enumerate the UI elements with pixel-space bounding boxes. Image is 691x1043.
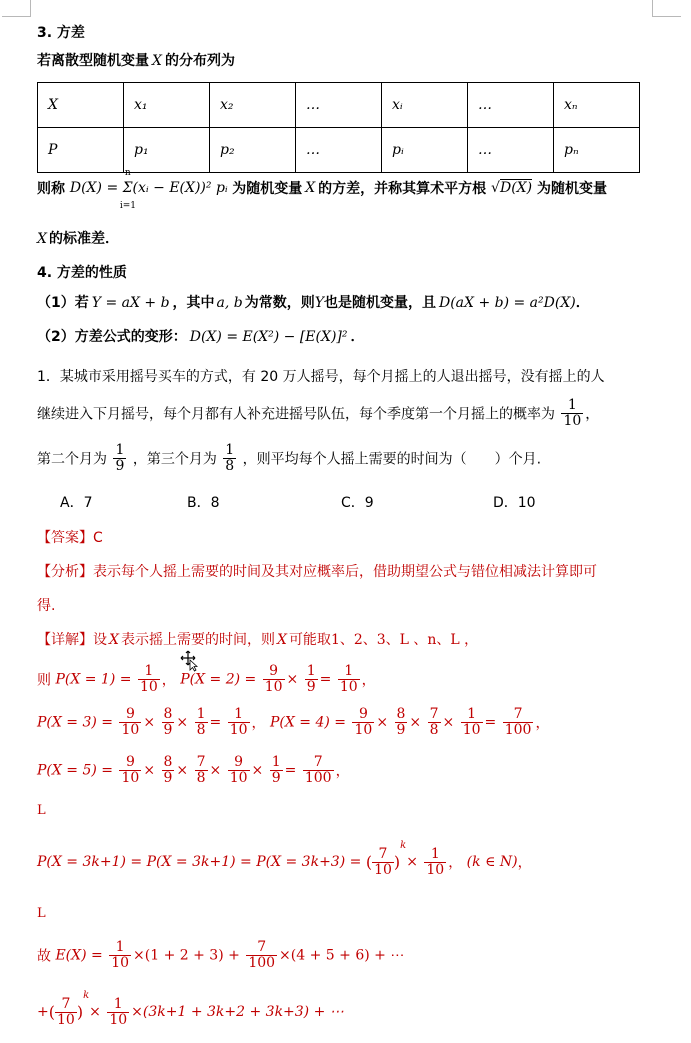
answer: 【答案】C xyxy=(37,530,103,546)
detail-expectation-1: 故 E(X) = $\frac{1}{10}$ ×(1 + 2 + 3) + $\frac{7}{100}$ ×(4 + 5 + 6) + ⋯ xyxy=(37,939,405,971)
table-cell: xₙ xyxy=(554,83,640,128)
table-row xyxy=(38,83,640,128)
table-cell: … xyxy=(468,83,554,128)
page-corner-top-right xyxy=(652,0,681,17)
fraction: $\frac{1}{10}$ xyxy=(426,845,445,878)
fraction: $\frac{1}{8}$ xyxy=(196,706,206,738)
page-corner-top-left xyxy=(2,0,31,17)
fraction: $\frac{9}{10}$ xyxy=(354,706,373,738)
distribution-table xyxy=(37,82,640,173)
fraction: $\frac{7}{100}$ xyxy=(304,754,332,786)
table-cell: p₁ xyxy=(124,128,210,173)
fraction: $\frac{9}{10}$ xyxy=(121,706,140,738)
fraction: $\frac{1}{10}$ xyxy=(109,995,128,1028)
fraction: $\frac{8}{9}$ xyxy=(163,706,173,738)
ellipsis-1: L xyxy=(37,803,46,818)
detail-line-1: 【详解】设 X 表示摇上需要的时间，则 X 可能取1、2、3、L 、n、L ， xyxy=(37,632,479,648)
detail-p1-p2: 则 P(X = 1) = $\frac{1}{10}$ ， P(X = 2) = $\frac{9}{10}$ × $\frac{1}{9}$ = $\frac{1}{10}$ ， xyxy=(37,663,376,695)
fraction: $\frac{1}{10}$ xyxy=(563,397,582,429)
fraction: $\frac{1}{10}$ xyxy=(462,706,481,738)
table-cell: P xyxy=(38,128,124,173)
detail-expectation-2: +( $\frac{7}{10}$ )$^k$× $\frac{1}{10}$ ×(3k+1 + 3k+2 + 3k+3) + ⋯ xyxy=(37,990,344,1028)
fraction: $\frac{1}{10}$ xyxy=(111,939,130,971)
table-cell: x₂ xyxy=(210,83,296,128)
fraction: $\frac{1}{10}$ xyxy=(139,663,158,695)
problem-line-1: 1．某城市采用摇号买车的方式，有 20 万人摇号，每个月摇上的人退出摇号，没有摇上的人 xyxy=(37,369,605,385)
analysis-line-1: 【分析】表示每个人摇上需要的时间及其对应概率后，借助期望公式与错位相减法计算即可 xyxy=(37,564,597,580)
analysis-line-2: 得. xyxy=(37,598,56,614)
problem-line-3: 第二个月为 $\frac{1}{9}$ ，第三个月为 $\frac{1}{8}$ ，则平均每个人摇上需要的时间为（ ）个月. xyxy=(37,442,542,474)
fraction: $\frac{9}{10}$ xyxy=(264,663,283,695)
fraction: $\frac{7}{100}$ xyxy=(248,939,276,971)
fraction: $\frac{1}{10}$ xyxy=(339,663,358,695)
table-cell: … xyxy=(296,128,382,173)
variance-definition: 则称 D(X) = Σ(xᵢ − E(X))² pᵢ n i=1 为随机变量 X 的方差，并称其算术平方根 √D(X) 为随机变量 xyxy=(37,168,607,211)
variance-definition-line2: X 的标准差． xyxy=(37,231,119,247)
detail-p3-p4: P(X = 3) = $\frac{9}{10}$ × $\frac{8}{9}$ × $\frac{1}{8}$ = $\frac{1}{10}$ ， P(X = 4) = $\frac{9}{10}$ × $\frac{8}{9}$ × $\frac{7}{8}$ × $\frac{1}{10}$ = $\frac{7}{100}$ ， xyxy=(37,706,550,738)
fraction: $\frac{1}{10}$ xyxy=(229,706,248,738)
sqrt-expression: √D(X) xyxy=(491,180,533,196)
table-cell: x₁ xyxy=(124,83,210,128)
table-row xyxy=(38,128,640,173)
problem-line-2: 继续进入下月摇号，每个月都有人补充进摇号队伍，每个季度第一个月摇上的概率为 $\frac{1}{10}$ ， xyxy=(37,397,600,429)
option-b: B．8 xyxy=(187,495,220,511)
fraction: $\frac{9}{10}$ xyxy=(121,754,140,786)
detail-p5: P(X = 5) = $\frac{9}{10}$ × $\frac{8}{9}$ × $\frac{7}{8}$ × $\frac{9}{10}$ × $\frac{1}{9}$ = $\frac{7}{100}$ ， xyxy=(37,754,350,786)
fraction: $\frac{7}{10}$ xyxy=(374,845,392,878)
table-cell: xᵢ xyxy=(382,83,468,128)
fraction: $\frac{8}{9}$ xyxy=(396,706,406,738)
option-a: A．7 xyxy=(60,495,93,511)
fraction: $\frac{1}{9}$ xyxy=(115,442,125,474)
fraction: $\frac{1}{9}$ xyxy=(306,663,316,695)
option-d: D．10 xyxy=(493,495,536,511)
table-cell: X xyxy=(38,83,124,128)
fraction: $\frac{7}{10}$ xyxy=(56,995,75,1028)
detail-pk: P(X = 3k+1) = P(X = 3k+1) = P(X = 3k+3) = ( $\frac{7}{10}$ )$^k$× $\frac{1}{10}$ ， (k ∈ N)， xyxy=(37,840,532,878)
property-2: （2）方差公式的变形： D(X) = E(X²) − [E(X)]² ． xyxy=(37,329,365,345)
table-cell: pᵢ xyxy=(382,128,468,173)
variance-formula: D(X) = Σ(xᵢ − E(X))² pᵢ n i=1 xyxy=(69,168,228,211)
property-1: （1）若 Y = aX + b ，其中 a, b 为常数，则Y也是随机变量，且 D(aX + b) = a²D(X)． xyxy=(37,295,590,311)
fraction: $\frac{7}{8}$ xyxy=(196,754,206,786)
table-cell: … xyxy=(296,83,382,128)
fraction: $\frac{7}{8}$ xyxy=(429,706,439,738)
table-cell: p₂ xyxy=(210,128,296,173)
fraction: $\frac{7}{100}$ xyxy=(504,706,532,738)
section-3-intro: 若离散型随机变量 X 的分布列为 xyxy=(37,53,235,69)
table-cell: … xyxy=(468,128,554,173)
section-4-title: 4. 方差的性质 xyxy=(37,265,127,281)
option-c: C．9 xyxy=(341,495,374,511)
fraction: $\frac{9}{10}$ xyxy=(229,754,248,786)
fraction: $\frac{1}{9}$ xyxy=(271,754,281,786)
table-cell: pₙ xyxy=(554,128,640,173)
fraction: $\frac{8}{9}$ xyxy=(163,754,173,786)
section-3-title: 3. 方差 xyxy=(37,25,85,41)
ellipsis-2: L xyxy=(37,906,46,921)
fraction: $\frac{1}{8}$ xyxy=(225,442,235,474)
